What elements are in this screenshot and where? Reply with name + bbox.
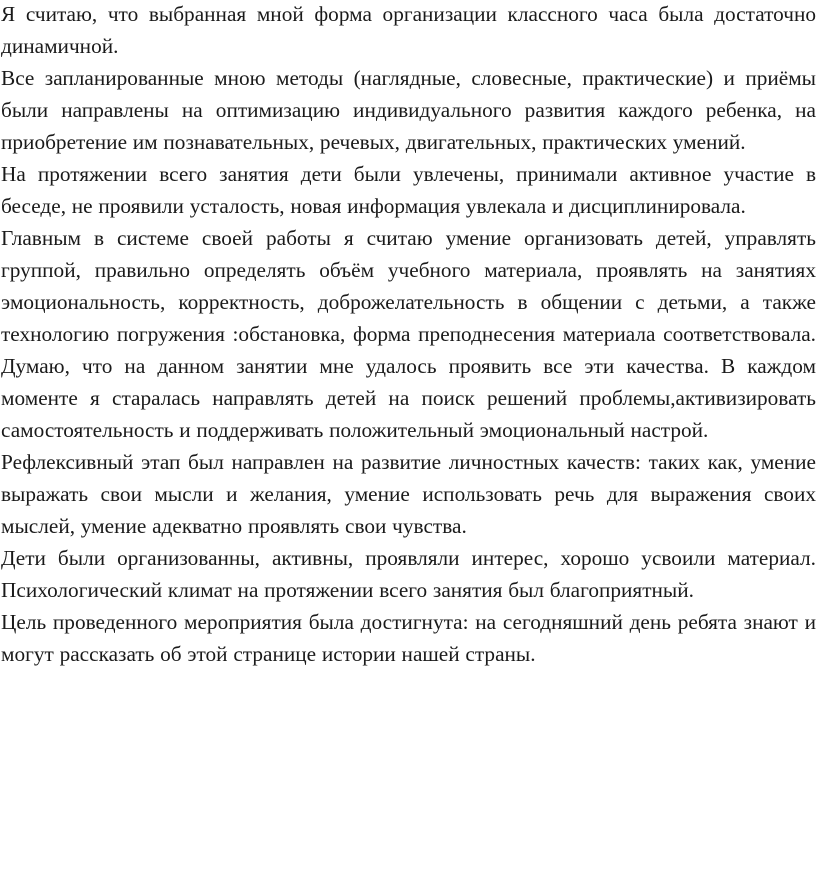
- paragraph-2: Все запланированные мною методы (наглядные, словесные, практические) и приёмы были направлены на оптимизацию индивидуального развития каждого ребенка, на приобретение им познавательных, речевых, двигательных, практических умений.: [1, 66, 816, 154]
- paragraph-1: Я считаю, что выбранная мной форма организации классного часа была достаточно динамичной.: [1, 2, 816, 58]
- paragraph-3: На протяжении всего занятия дети были увлечены, принимали активное участие в беседе, не проявили усталость, новая информация увлекала и дисциплинировала.: [1, 162, 816, 218]
- paragraph-7: Цель проведенного мероприятия была достигнута: на сегодняшний день ребята знают и могут рассказать об этой странице истории нашей страны.: [1, 610, 816, 666]
- paragraph-6: Дети были организованны, активны, проявляли интерес, хорошо усвоили материал. Психологический климат на протяжении всего занятия был благоприятный.: [1, 546, 816, 602]
- paragraph-4: Главным в системе своей работы я считаю умение организовать детей, управлять группой, правильно определять объём учебного материала, проявлять на занятиях эмоциональность, корректность, доброжелательность в общении с детьми, а также технологию погружения :обстановка, форма преподнесения материала соответствовала. Думаю, что на данном занятии мне удалось проявить все эти качества. В каждом моменте я старалась направлять детей на поиск решений проблемы,активизировать самостоятельность и поддерживать положительный эмоциональный настрой.: [1, 226, 816, 442]
- paragraph-5: Рефлексивный этап был направлен на развитие личностных качеств: таких как, умение выражать свои мысли и желания, умение использовать речь для выражения своих мыслей, умение адекватно проявлять свои чувства.: [1, 450, 816, 538]
